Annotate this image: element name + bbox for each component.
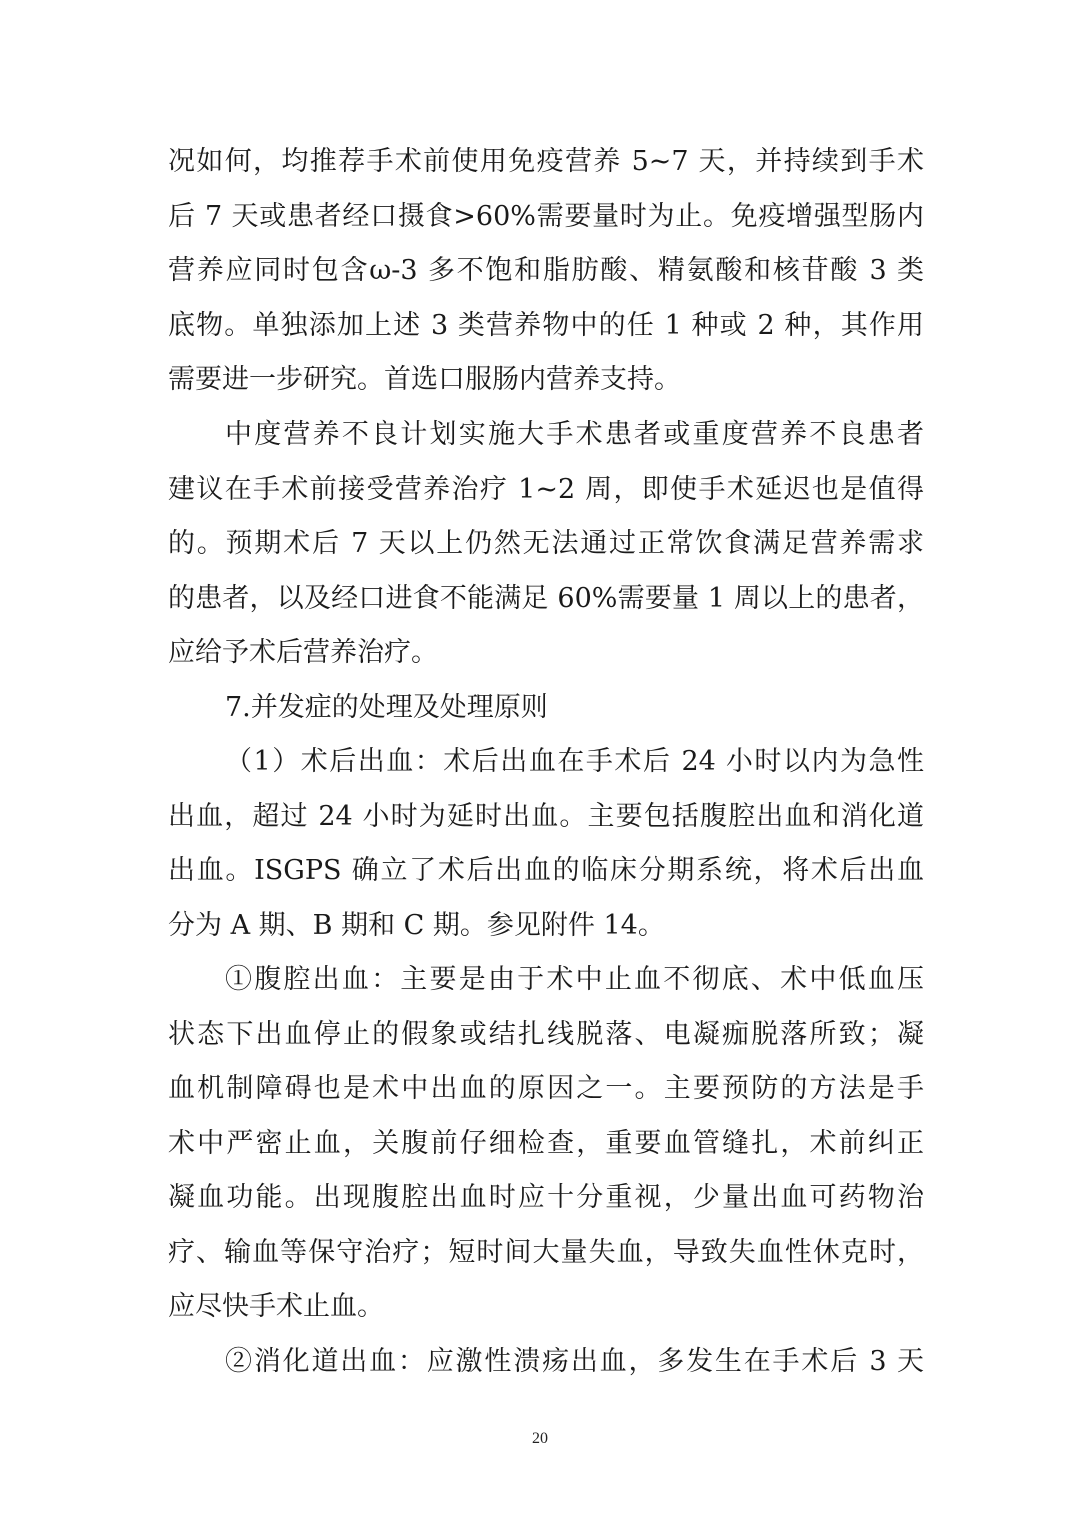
paragraph-line: 出血。ISGPS 确立了术后出血的临床分期系统，将术后出血	[168, 855, 924, 886]
paragraph-line: 的患者，以及经口进食不能满足 60%需要量 1 周以上的患者，	[168, 583, 924, 614]
paragraph-line: 术中严密止血，关腹前仔细检查，重要血管缝扎，术前纠正	[168, 1128, 924, 1159]
paragraph-line: 应给予术后营养治疗。	[168, 637, 438, 668]
paragraph-line: 状态下出血停止的假象或结扎线脱落、电凝痂脱落所致；凝	[168, 1019, 924, 1050]
paragraph-line: 况如何，均推荐手术前使用免疫营养 5~7 天，并持续到手术	[168, 146, 924, 177]
paragraph-line: ②消化道出血：应激性溃疡出血，多发生在手术后 3 天	[225, 1346, 924, 1377]
paragraph-line: 应尽快手术止血。	[168, 1291, 384, 1322]
paragraph-line: 血机制障碍也是术中出血的原因之一。主要预防的方法是手	[168, 1073, 924, 1104]
paragraph-line: 底物。单独添加上述 3 类营养物中的任 1 种或 2 种，其作用	[168, 310, 924, 341]
paragraph-line: 后 7 天或患者经口摄食>60%需要量时为止。免疫增强型肠内	[168, 201, 924, 232]
paragraph-line: 分为 A 期、B 期和 C 期。参见附件 14。	[168, 910, 665, 941]
section-heading: 7.并发症的处理及处理原则	[225, 692, 548, 723]
page-number: 20	[532, 1430, 548, 1447]
paragraph-line: 营养应同时包含ω-3 多不饱和脂肪酸、精氨酸和核苷酸 3 类	[168, 255, 924, 286]
paragraph-line: 的。预期术后 7 天以上仍然无法通过正常饮食满足营养需求	[168, 528, 924, 559]
paragraph-line: 疗、输血等保守治疗；短时间大量失血，导致失血性休克时，	[168, 1237, 924, 1268]
paragraph-line: 出血，超过 24 小时为延时出血。主要包括腹腔出血和消化道	[168, 801, 924, 832]
paragraph-line: 需要进一步研究。首选口服肠内营养支持。	[168, 364, 681, 395]
paragraph-line: （1）术后出血：术后出血在手术后 24 小时以内为急性	[225, 746, 924, 777]
paragraph-line: 建议在手术前接受营养治疗 1~2 周，即使手术延迟也是值得	[168, 474, 924, 505]
paragraph-line: 凝血功能。出现腹腔出血时应十分重视，少量出血可药物治	[168, 1182, 924, 1213]
paragraph-line: 中度营养不良计划实施大手术患者或重度营养不良患者	[225, 419, 924, 450]
paragraph-line: ①腹腔出血：主要是由于术中止血不彻底、术中低血压	[225, 964, 924, 995]
